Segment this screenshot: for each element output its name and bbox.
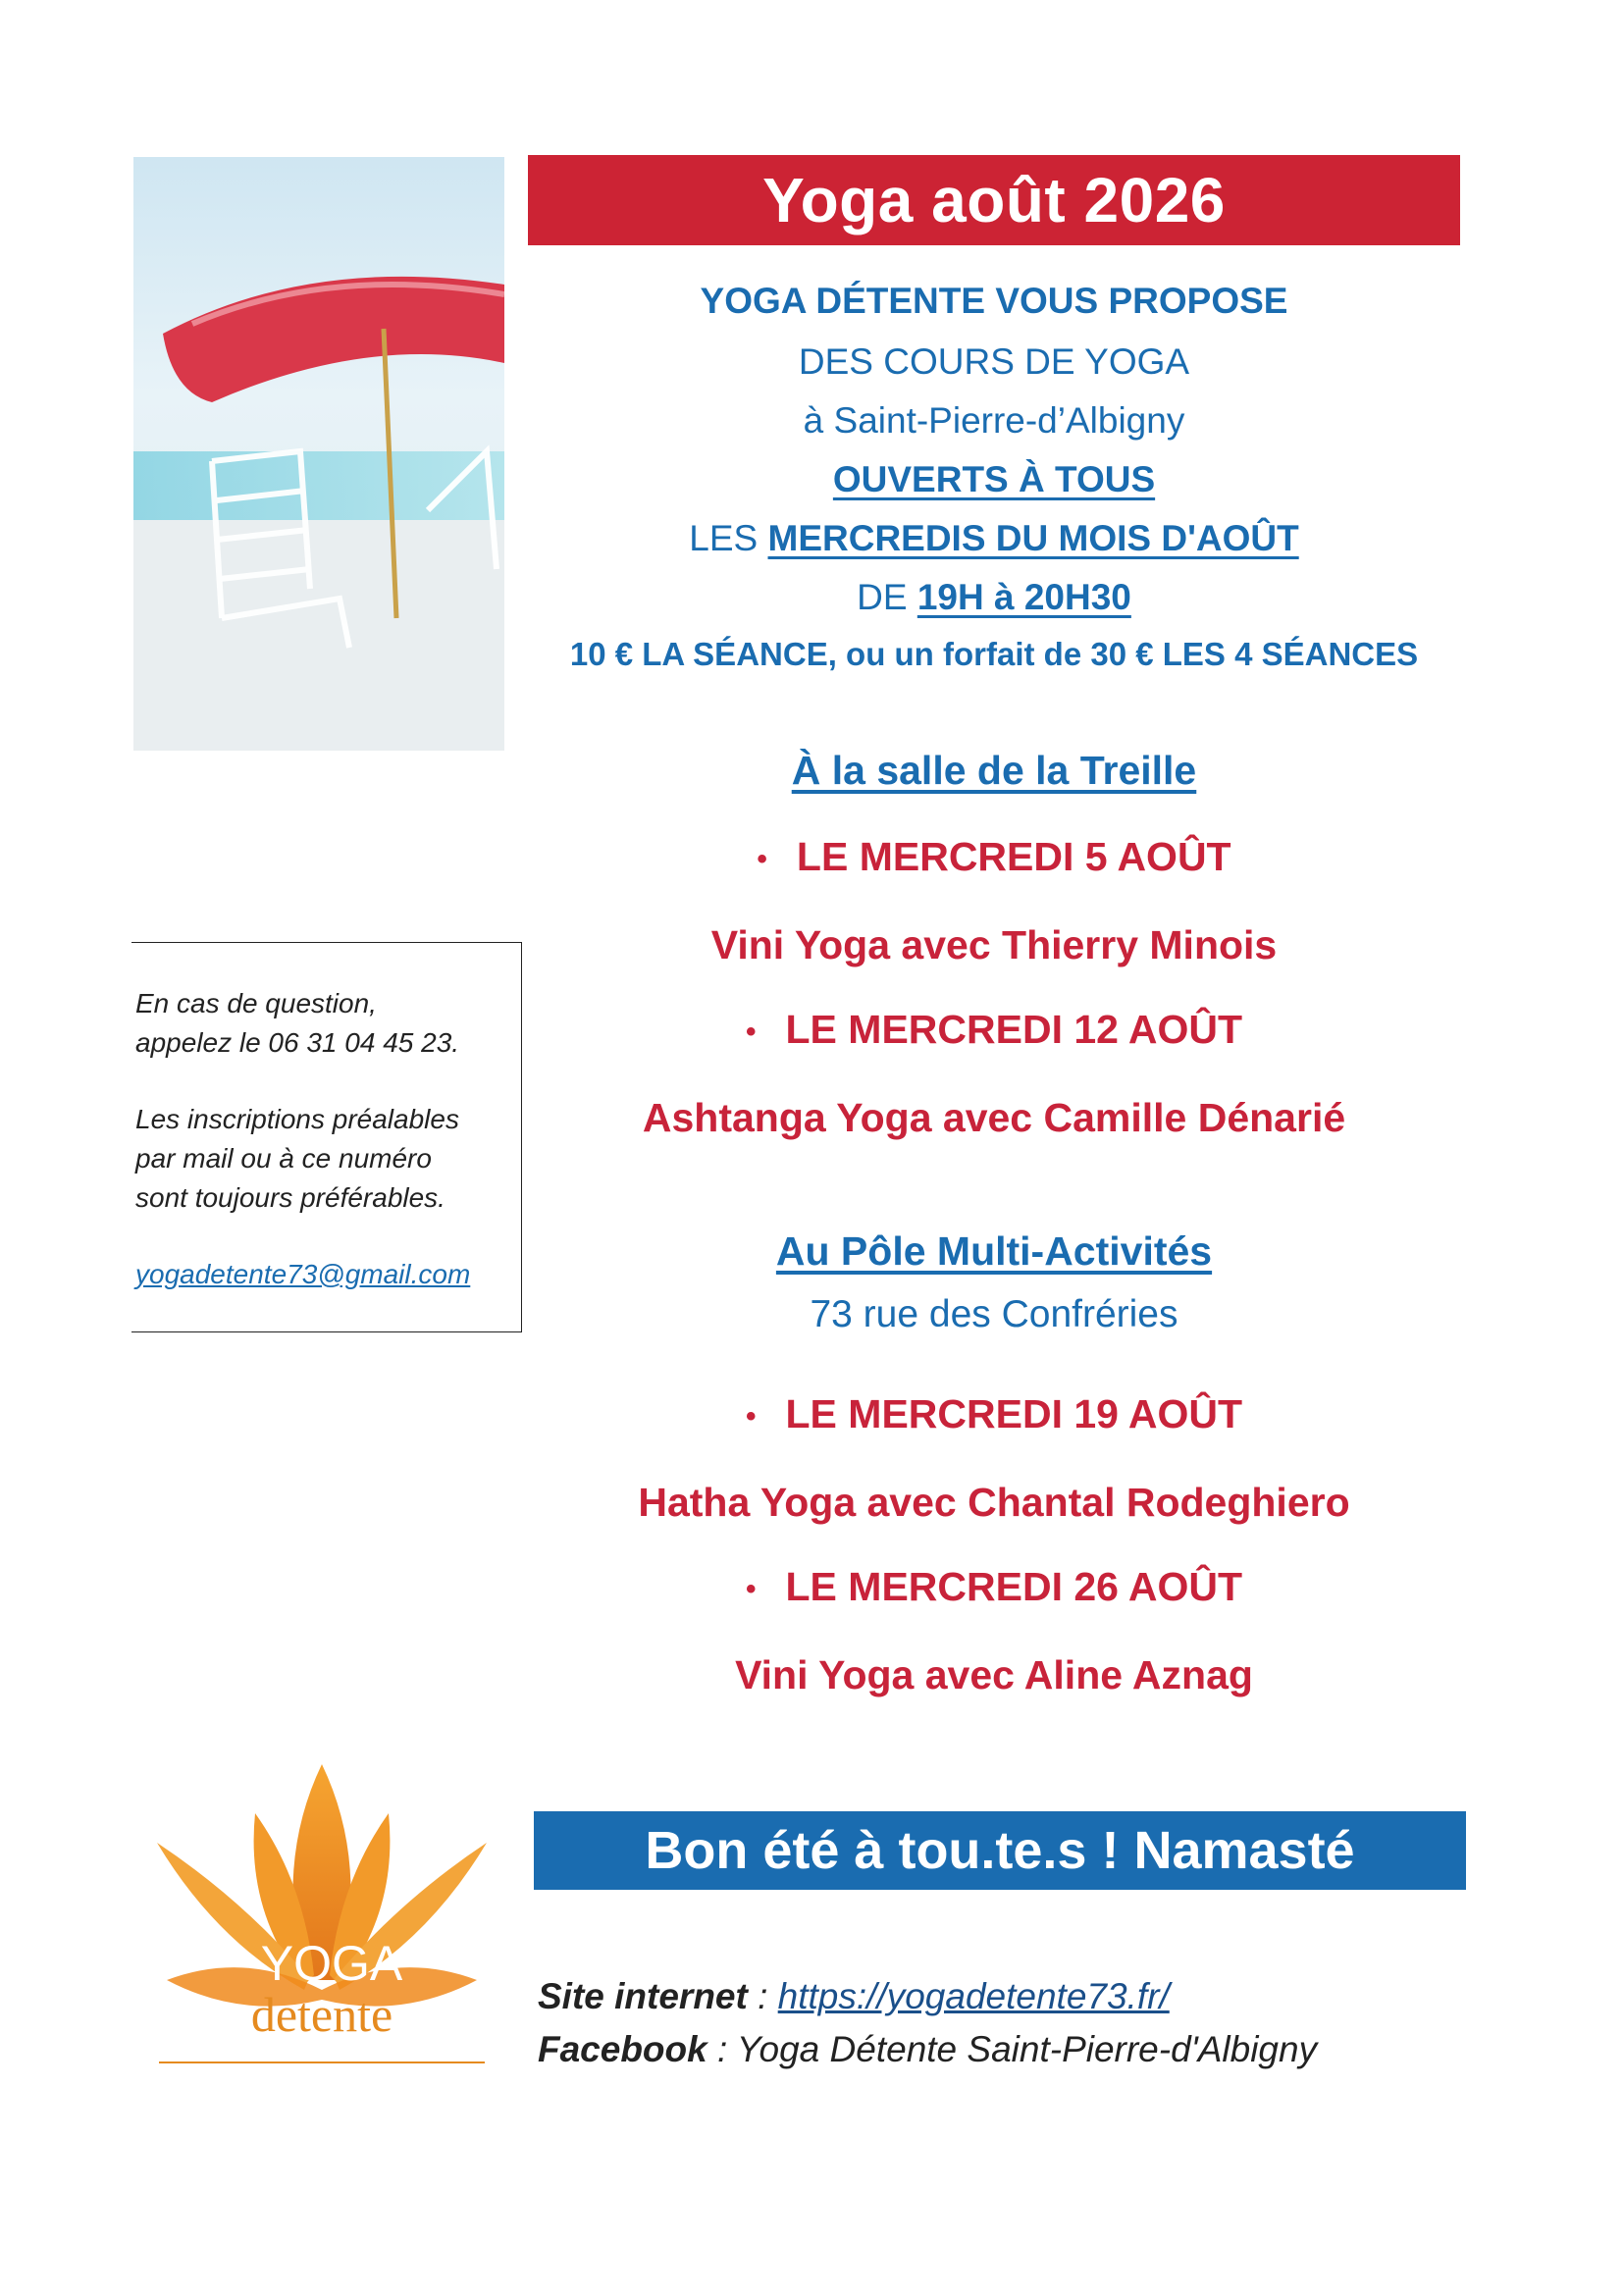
session-1-class: Vini Yoga avec Thierry Minois: [710, 922, 1278, 967]
venue-1: [528, 748, 1460, 794]
session-3-date: [528, 1391, 1460, 1437]
session-hours: 19H à 20H30: [916, 577, 1131, 617]
website-sep: :: [747, 1976, 778, 2016]
greeting-banner: [534, 1811, 1466, 1890]
greeting-text: Bon été à tou.te.s ! Namasté: [645, 1821, 1355, 1880]
facebook-line: [538, 2029, 1317, 2070]
session-4-date-text: LE MERCREDI 26 AOÛT: [785, 1564, 1242, 1609]
session-4-date: [528, 1564, 1460, 1610]
website-line: [538, 1976, 1170, 2017]
session-1-date-text: LE MERCREDI 5 AOÛT: [796, 834, 1231, 879]
venue-2-name: Au Pôle Multi-Activités: [775, 1228, 1213, 1274]
intro-line-5: [528, 518, 1460, 559]
intro-line-1: YOGA DÉTENTE VOUS PROPOSE: [700, 281, 1288, 321]
logo-word-detente: detente: [250, 1987, 393, 2042]
email-link[interactable]: yogadetente73@gmail.com: [135, 1259, 471, 1289]
bullet: •: [757, 843, 767, 876]
website-label: Site internet: [538, 1976, 748, 2016]
page-title: Yoga août 2026: [762, 165, 1226, 235]
venue-1-name: À la salle de la Treille: [791, 748, 1197, 793]
venue-2-address: 73 rue des Confréries: [810, 1293, 1178, 1335]
session-3-class: Hatha Yoga avec Chantal Rodeghiero: [638, 1480, 1350, 1525]
contact-question-line-2: appelez le 06 31 04 45 23.: [135, 1027, 460, 1058]
bullet: •: [746, 1573, 757, 1606]
yoga-detente-logo: [157, 1754, 487, 2068]
session-1-date: [528, 834, 1460, 880]
pricing: 10 € LA SÉANCE, ou un forfait de 30 € LES 4 SÉANCES: [569, 636, 1419, 672]
registration-line-2: par mail ou à ce numéro: [135, 1143, 432, 1174]
facebook-label: Facebook: [538, 2029, 707, 2069]
bullet: •: [746, 1400, 757, 1434]
session-2-date: [528, 1007, 1460, 1053]
facebook-sep: :: [707, 2029, 737, 2069]
session-4-class: Vini Yoga avec Aline Aznag: [735, 1652, 1253, 1697]
intro-line-4: [528, 459, 1460, 500]
session-3-date-text: LE MERCREDI 19 AOÛT: [785, 1391, 1242, 1436]
website-link[interactable]: https://yogadetente73.fr/: [777, 1976, 1170, 2016]
wednesdays-of-august: MERCREDIS DU MOIS D'AOÛT: [767, 518, 1299, 558]
lotus-flower-icon: [157, 1754, 487, 2068]
open-to-all: OUVERTS À TOUS: [832, 459, 1156, 499]
facebook-page-name: Yoga Détente Saint-Pierre-d'Albigny: [736, 2029, 1318, 2069]
bullet: •: [746, 1016, 757, 1049]
contact-question-line-1: En cas de question,: [135, 988, 377, 1018]
beach-umbrella-photo: [133, 157, 504, 751]
session-2-class: Ashtanga Yoga avec Camille Dénarié: [642, 1095, 1346, 1140]
logo-word-yoga: YOGA: [260, 1936, 403, 1991]
contact-question: [135, 984, 521, 1063]
registration-note: [135, 1100, 521, 1218]
intro-line-2: DES COURS DE YOGA: [798, 341, 1190, 382]
registration-line-1: Les inscriptions préalables: [135, 1104, 459, 1134]
intro-line-6: [528, 577, 1460, 618]
registration-line-3: sont toujours préférables.: [135, 1182, 445, 1213]
intro-line-3: à Saint-Pierre-d’Albigny: [803, 400, 1185, 441]
venue-2: [528, 1228, 1460, 1275]
beach-umbrella-icon: [133, 157, 504, 751]
session-2-date-text: LE MERCREDI 12 AOÛT: [785, 1007, 1242, 1052]
intro-line-5-prefix: LES: [689, 518, 759, 558]
title-banner: [528, 155, 1460, 245]
contact-info-box: [131, 942, 522, 1332]
intro-line-6-prefix: DE: [857, 577, 908, 617]
